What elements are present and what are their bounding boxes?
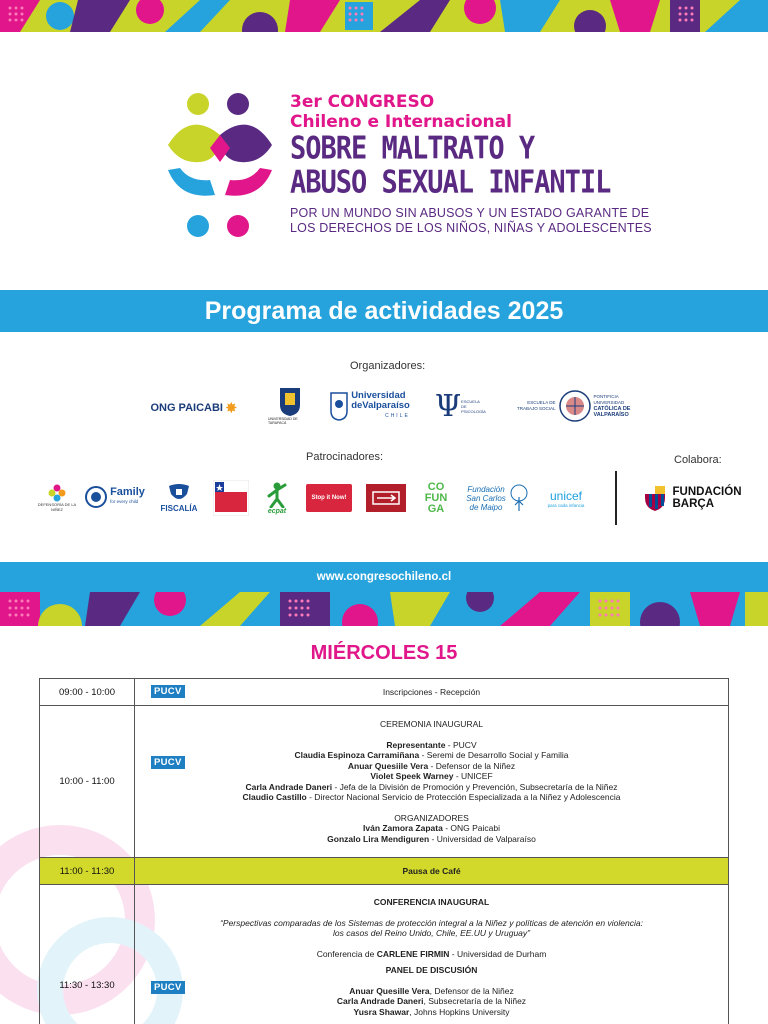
fiscalia-logo: FISCALÍA — [152, 481, 206, 515]
family-for-every-child-logo: Family for every child — [82, 484, 148, 510]
arrows-icon — [371, 489, 401, 507]
conference-heading: CONFERENCIA INAUGURAL — [373, 897, 490, 907]
tagline-line-1: POR UN MUNDO SIN ABUSOS Y UN ESTADO GARANTE DE — [290, 206, 650, 220]
tagline-line-2: LOS DERECHOS DE LOS NIÑOS, NIÑAS Y ADOLESCENTES — [290, 221, 652, 235]
speaker-line: Carla Andrade Daneri, Subsecretaría de la Niñez — [336, 996, 527, 1006]
activity-cell — [135, 706, 729, 858]
speaker-line: Violet Speek Warney - UNICEF — [370, 771, 493, 781]
activity-title: Inscripciones - Recepción — [382, 687, 481, 697]
flower-icon — [48, 484, 66, 502]
activity-cell — [135, 885, 729, 1024]
stop-it-now-logo: Stop it Now! — [306, 484, 352, 512]
globe-icon — [85, 486, 107, 508]
ceremony-heading: CEREMONIA INAUGURAL — [380, 719, 483, 729]
cofunga-logo: CO FUN GA — [424, 480, 448, 515]
tree-icon — [509, 483, 529, 513]
shield-icon — [279, 387, 301, 417]
organizers-label: Organizadores: — [350, 360, 426, 372]
speaker-line: Anuar Quesiile Vera - Defensor de la Niñez — [347, 760, 516, 771]
fundacion-san-carlos-logo: Fundación San Carlos de Maipo — [460, 476, 532, 520]
speaker-line: Iván Zamora Zapata - ONG Paicabi — [363, 823, 500, 833]
children-icon: ✸ — [224, 399, 238, 417]
schedule-row-break — [40, 858, 729, 885]
bottom-decorative-band — [0, 592, 768, 626]
speaker-line: Representante - PUCV — [386, 739, 477, 750]
conference-topic: los casos del Reino Unido, Chile, EE.UU y Uruguay” — [332, 928, 530, 938]
activity-cell — [135, 858, 729, 885]
top-decorative-band — [0, 0, 768, 32]
time-cell: 11:00 - 11:30 — [40, 858, 135, 885]
defensoria-logo: DEFENSORÍA DE LA NIÑEZ — [36, 478, 78, 518]
day-title: MIÉRCOLES 15 — [310, 642, 458, 664]
speaker-line: Gonzalo Lira Mendiguren - Universidad de Valparaíso — [327, 833, 536, 844]
escuela-psicologia-logo: Ψ ESCUELA DE PSICOLOGÍA — [434, 388, 486, 424]
title-line-2: Chileno e Internacional — [290, 112, 512, 132]
congress-logo — [160, 90, 660, 250]
congress-emblem-icon — [160, 90, 280, 240]
program-title: Programa de actividades 2025 — [204, 296, 564, 325]
conference-topic: “Perspectivas comparadas de los Sistemas de protección integral a la Niñez y políticas de atención en violencia: — [220, 917, 643, 928]
pucv-logo: ESCUELA DE TRABAJO SOCIAL PONTIFICIA UNIVERSIDAD CATÓLICA DE VALPARAÍSO — [505, 386, 635, 426]
pucv-badge: PUCV — [151, 756, 185, 769]
gobierno-chile-logo — [212, 480, 250, 516]
pucv-badge: PUCV — [151, 981, 185, 994]
speaker-line: Yusra Shawar, Johns Hopkins University — [353, 1006, 510, 1017]
pucv-seal-icon — [559, 390, 591, 422]
schedule-table — [39, 678, 729, 1024]
organizers-heading: ORGANIZADORES — [394, 812, 469, 823]
website-url[interactable]: www.congresochileno.cl — [316, 571, 452, 583]
title-line-1: 3er CONGRESO — [290, 92, 435, 112]
conference-speaker: Conferencia de CARLENE FIRMIN - Universidad de Durham — [316, 948, 547, 959]
panel-heading: PANEL DE DISCUSIÓN — [385, 965, 478, 975]
sponsors-label: Patrocinadores: — [306, 451, 384, 463]
uvalparaiso-logo: Universidad deValparaíso CHILE — [330, 386, 410, 426]
speaker-line: Claudio Castillo - Director Nacional Servicio de Protección Especializada a la Niñez y Adolescencia — [242, 792, 621, 802]
schedule-row — [40, 885, 729, 1024]
activity-cell — [135, 679, 729, 706]
program-banner — [0, 290, 768, 332]
schedule-row — [40, 679, 729, 706]
ecpat-logo: ecpat — [260, 478, 294, 518]
fundacion-barca-logo: FUNDACIÓN BARÇA — [640, 482, 744, 514]
unicef-logo: unicef para cada infancia — [547, 488, 585, 508]
fcb-crest-icon — [643, 484, 667, 512]
speaker-line: Carla Andrade Daneri - Jefa de la División de Promoción y Prevención, Subsecretaría de la Niñez — [245, 781, 618, 792]
title-line-4: ABUSO SEXUAL INFANTIL — [290, 164, 611, 201]
congress-title-block — [290, 92, 652, 236]
ecpat-figure-icon — [265, 482, 289, 508]
utarapaca-logo: UNIVERSIDAD DE TARAPACÁ — [268, 384, 312, 428]
pucv-badge: PUCV — [151, 685, 185, 698]
activity-title: Pausa de Café — [402, 866, 461, 876]
red-sponsor-logo — [366, 484, 406, 512]
crest-icon — [330, 391, 348, 421]
colabora-label: Colabora: — [674, 454, 722, 466]
sponsor-divider — [615, 471, 617, 525]
fiscalia-emblem-icon — [166, 484, 192, 504]
time-cell: 11:30 - 13:30 — [40, 885, 135, 1024]
chile-government-icon — [213, 480, 249, 516]
speaker-line: Anuar Quesille Vera, Defensor de la Niñez — [349, 985, 514, 996]
time-cell: 09:00 - 10:00 — [40, 679, 135, 706]
time-cell: 10:00 - 11:00 — [40, 706, 135, 858]
ong-paicabi-logo: ONG PAICABI ✸ — [150, 399, 238, 417]
speaker-line: Claudia Espinoza Carramiñana - Seremi de Desarrollo Social y Familia — [294, 750, 569, 760]
website-bar — [0, 562, 768, 592]
psi-icon: Ψ — [434, 388, 462, 424]
schedule-row — [40, 706, 729, 858]
title-line-3: SOBRE MALTRATO Y — [290, 130, 535, 167]
